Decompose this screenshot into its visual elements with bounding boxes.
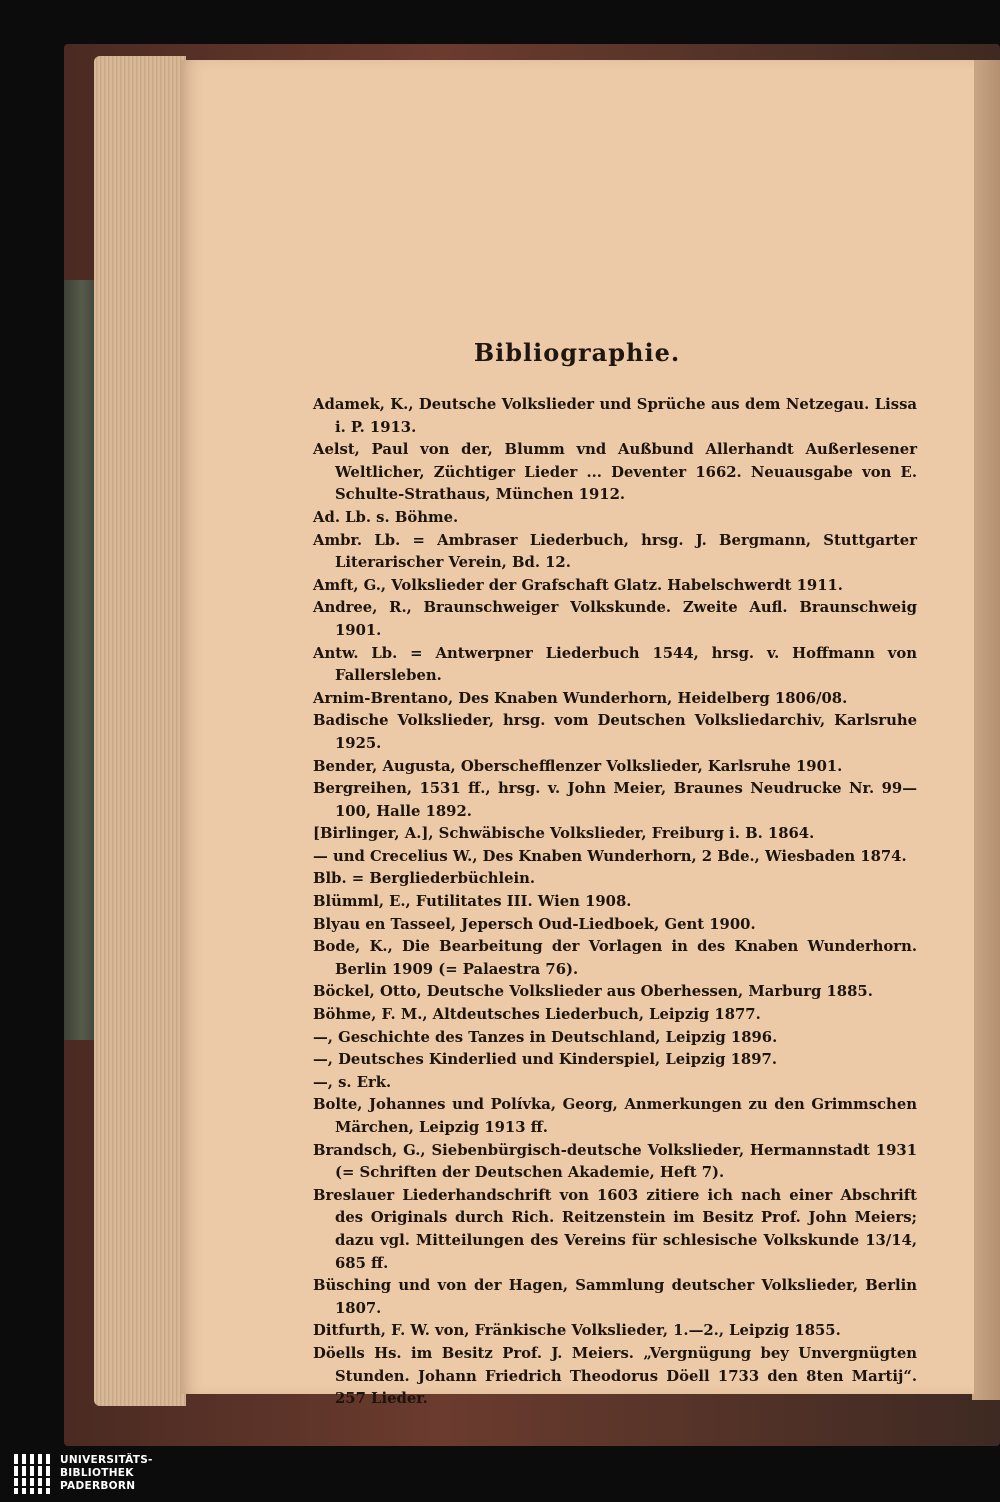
bibliography-entry: Antw. Lb. = Antwerpner Liederbuch 1544, hrsg. v. Hoffmann von Fallersleben. — [313, 644, 917, 685]
bibliography-entry: Brandsch, G., Siebenbürgisch-deutsche Volkslieder, Hermannstadt 1931 (= Schriften der Deutschen Akademie, Heft 7). — [313, 1141, 917, 1182]
library-name-line-1: UNIVERSITÄTS- — [60, 1454, 153, 1466]
page-edges — [94, 56, 186, 1406]
book-page — [180, 60, 974, 1408]
bibliography-entry: — und Crecelius W., Des Knaben Wunderhorn, 2 Bde., Wiesbaden 1874. — [313, 847, 907, 865]
bibliography-entry: —, Geschichte des Tanzes in Deutschland, Leipzig 1896. — [313, 1028, 778, 1046]
bibliography-entry: Adamek, K., Deutsche Volkslieder und Sprüche aus dem Netzegau. Lissa i. P. 1913. — [313, 396, 917, 436]
library-name-line-2: BIBLIOTHEK — [60, 1467, 134, 1479]
bibliography-entry: Blyau en Tasseel, Jepersch Oud-Liedboek, Gent 1900. — [313, 915, 756, 933]
library-logo — [12, 1452, 212, 1498]
bibliography-entry: Blb. = Bergliederbüchlein. — [313, 870, 536, 888]
bibliography-entry: Bergreihen, 1531 ff., hrsg. v. John Meier, Braunes Neudrucke Nr. 99—100, Halle 1892. — [313, 780, 917, 820]
bibliography-entry: Ditfurth, F. W. von, Fränkische Volkslieder, 1.—2., Leipzig 1855. — [313, 1322, 841, 1340]
bibliography-entry: Büsching und von der Hagen, Sammlung deutscher Volkslieder, Berlin 1807. — [313, 1277, 917, 1317]
bibliography-entry: Arnim-Brentano, Des Knaben Wunderhorn, Heidelberg 1806/08. — [313, 689, 848, 707]
bibliography-entry: Ambr. Lb. = Ambraser Liederbuch, hrsg. J. Bergmann, Stuttgarter Literarischer Verein, Bd. 12. — [313, 531, 917, 572]
bibliography-entry: Badische Volkslieder, hrsg. vom Deutschen Volksliedarchiv, Karlsruhe 1925. — [313, 712, 917, 752]
bibliography-entry: Bode, K., Die Bearbeitung der Vorlagen in des Knaben Wunderhorn. Berlin 1909 (= Palaestra 76). — [313, 938, 917, 978]
bibliography-entry: —, s. Erk. — [313, 1073, 392, 1091]
bibliography-entry: Bender, Augusta, Oberschefflenzer Volkslieder, Karlsruhe 1901. — [313, 757, 843, 775]
library-crest-icon — [12, 1452, 52, 1498]
bibliography-entry: Böckel, Otto, Deutsche Volkslieder aus Oberhessen, Marburg 1885. — [313, 983, 873, 1001]
bibliography-entry: Aelst, Paul von der, Blumm vnd Außbund Allerhandt Außerlesener Weltlicher, Züchtiger Lieder ... Deventer 1662. Neuausgabe von E. Schulte-Strathaus, München 1912. — [313, 441, 917, 504]
bibliography-list — [313, 394, 917, 1411]
page-title: Bibliographie. — [473, 338, 681, 367]
bibliography-entry: Andree, R., Braunschweiger Volkskunde. Zweite Aufl. Braunschweig 1901. — [313, 599, 917, 639]
bibliography-entry: —, Deutsches Kinderlied und Kinderspiel, Leipzig 1897. — [313, 1051, 777, 1069]
library-name-line-3: PADERBORN — [60, 1480, 136, 1492]
bibliography-entry: Ad. Lb. s. Böhme. — [313, 508, 459, 526]
facing-page-edge — [972, 60, 1000, 1400]
bibliography-entry: Blümml, E., Futilitates III. Wien 1908. — [313, 893, 632, 911]
bibliography-entry: Amft, G., Volkslieder der Grafschaft Glatz. Habelschwerdt 1911. — [313, 576, 843, 594]
bibliography-entry: Döells Hs. im Besitz Prof. J. Meiers. „Vergnügung bey Unvergnügten Stunden. Johann Friedrich Theodorus Döell 1733 den 8ten Martij“. 257 Lieder. — [313, 1344, 917, 1408]
bibliography-entry: [Birlinger, A.], Schwäbische Volkslieder, Freiburg i. B. 1864. — [313, 825, 815, 843]
bibliography-entry: Bolte, Johannes und Polívka, Georg, Anmerkungen zu den Grimmschen Märchen, Leipzig 1913 ff. — [313, 1096, 917, 1136]
bibliography-entry: Böhme, F. M., Altdeutsches Liederbuch, Leipzig 1877. — [313, 1006, 761, 1024]
bibliography-entry: Breslauer Liederhandschrift von 1603 zitiere ich nach einer Abschrift des Originals durch Rich. Reitzenstein im Besitz Prof. John Meiers; dazu vgl. Mitteilungen des Vereins für schlesische Volkskunde 13/14, 685 ff. — [313, 1186, 917, 1272]
